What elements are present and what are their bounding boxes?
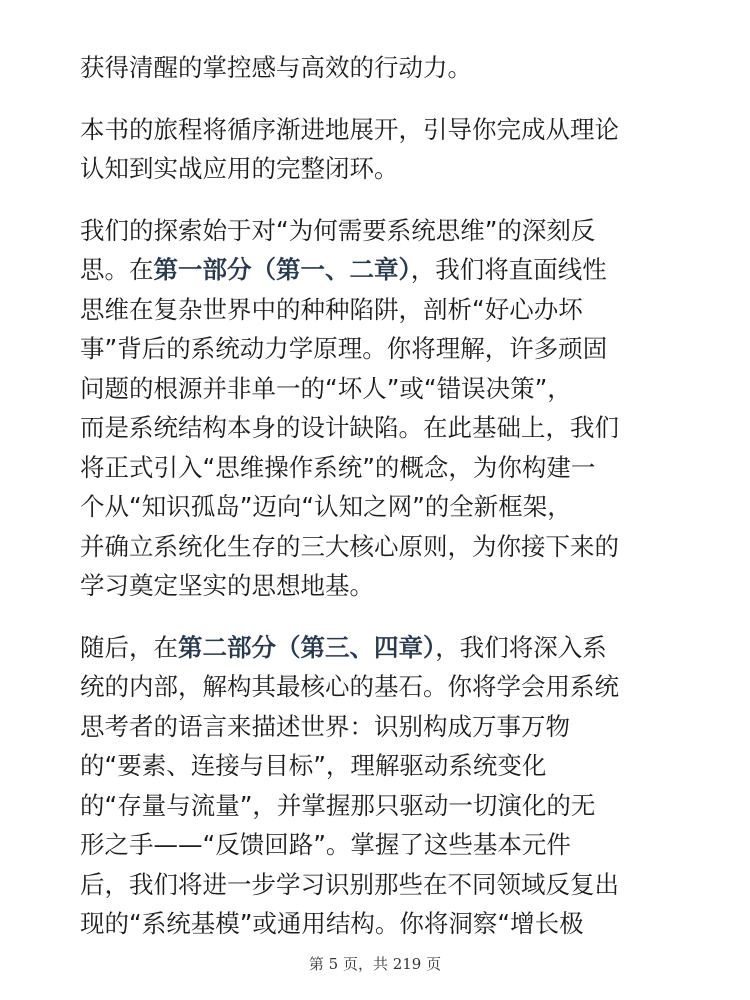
text-segment: 学习奠定坚实的思想地基。 — [80, 571, 374, 600]
text-line — [80, 48, 680, 88]
text-line — [80, 448, 680, 488]
text-segment: 形之手——“反馈回路”。掌握了这些基本元件 — [80, 830, 571, 859]
text-segment: 并确立系统化生存的三大核心原则，为你接下来的 — [80, 531, 619, 561]
text-segment: 的“存量与流量”，并掌握那只驱动一切演化的无 — [80, 790, 596, 820]
text-segment: 后，我们将进一步学习识别那些在不同领域反复出 — [80, 869, 619, 899]
text-segment: 的“要素、连接与目标”，理解驱动系统变化 — [80, 751, 547, 780]
text-line — [80, 865, 680, 905]
text-line — [80, 786, 680, 826]
text-segment: 思。在 — [80, 255, 154, 284]
page-number-label: 第 5 页，共 219 页 — [308, 955, 442, 973]
text-segment: 思维在复杂世界中的种种陷阱，剖析“好心办坏 — [80, 294, 583, 324]
text-line — [80, 329, 680, 369]
text-line — [80, 566, 680, 606]
document-body — [80, 48, 680, 966]
text-segment: 将正式引入“思维操作系统”的概念，为你构建一 — [80, 452, 596, 482]
text-segment: 问题的根源并非单一的“坏人”或“错误决策”， — [80, 373, 572, 403]
paragraph — [80, 48, 680, 88]
text-segment: 本书的旅程将循序渐进地展开，引导你完成从理论 — [80, 114, 619, 144]
text-line — [80, 369, 680, 409]
text-segment: ，我们将深入系 — [435, 632, 607, 662]
text-line — [80, 250, 680, 290]
paragraph — [80, 628, 680, 944]
text-line — [80, 628, 680, 668]
text-line — [80, 746, 680, 786]
text-segment: 统的内部，解构其最核心的基石。你将学会用系统 — [80, 672, 619, 701]
paragraph — [80, 211, 680, 606]
text-segment: 现的“系统基模”或通用结构。你将洞察“增长极 — [80, 909, 584, 938]
text-line — [80, 110, 680, 150]
text-line — [80, 904, 680, 944]
page-footer — [0, 953, 750, 974]
text-line — [80, 707, 680, 747]
text-segment: 事”背后的系统动力学原理。你将理解，许多顽固 — [80, 334, 608, 363]
text-segment: 随后，在 — [80, 632, 178, 662]
text-line — [80, 211, 680, 251]
text-segment: 而是系统结构本身的设计缺陷。在此基础上，我们 — [80, 413, 619, 442]
text-segment: ，我们将直面线性 — [410, 255, 607, 284]
text-segment: 个从“知识孤岛”迈向“认知之网”的全新框架， — [80, 492, 572, 521]
text-segment: 我们的探索始于对“为何需要系统思维”的深刻反 — [80, 215, 596, 245]
text-segment: 获得清醒的掌控感与高效的行动力。 — [80, 53, 472, 82]
text-segment: 认知到实战应用的完整闭环。 — [80, 154, 399, 183]
bold-text-segment: 第二部分（第三、四章） — [178, 632, 436, 662]
text-line — [80, 667, 680, 707]
text-line — [80, 408, 680, 448]
text-line — [80, 527, 680, 567]
bold-text-segment: 第一部分（第一、二章） — [153, 255, 411, 284]
text-line — [80, 487, 680, 527]
text-line — [80, 825, 680, 865]
text-segment: 思考者的语言来描述世界：识别构成万事万物 — [80, 711, 570, 741]
text-line — [80, 149, 680, 189]
text-line — [80, 290, 680, 330]
paragraph — [80, 110, 680, 189]
